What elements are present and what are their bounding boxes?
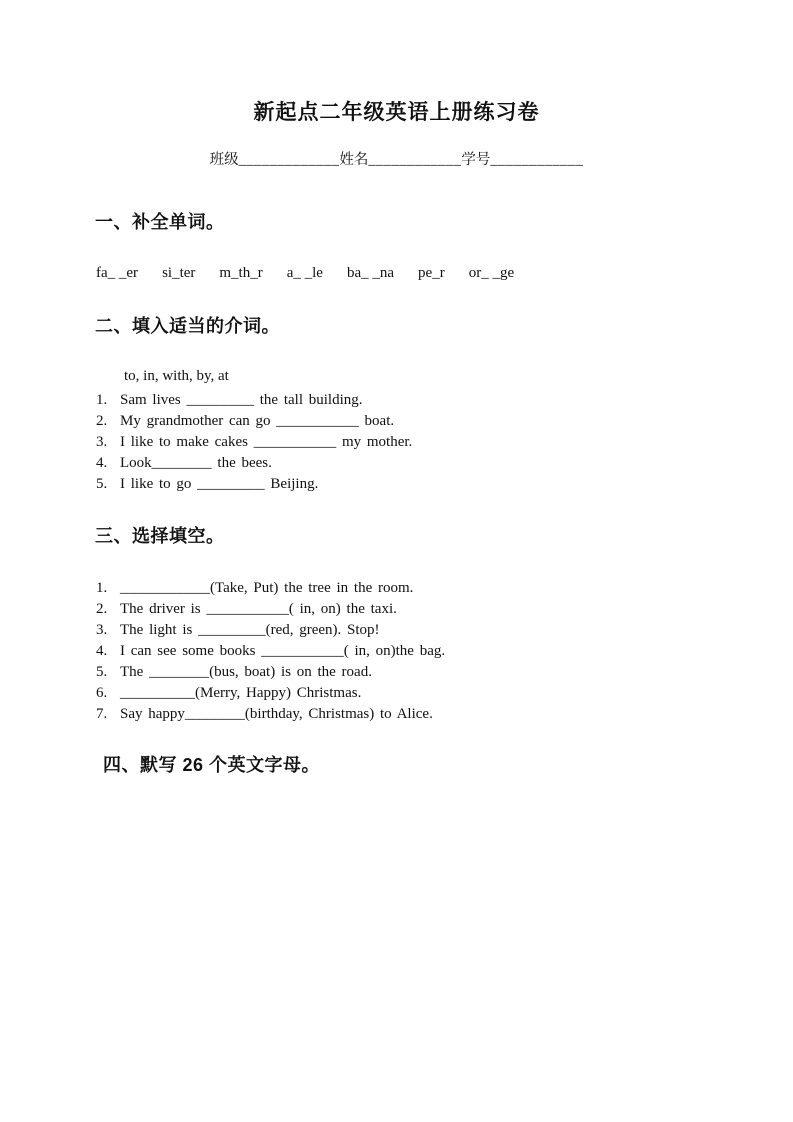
question-text: The driver is ___________( in, on) the taxi. bbox=[120, 601, 397, 617]
question-text: The ________(bus, boat) is on the road. bbox=[120, 664, 372, 680]
class-blank: _____________ bbox=[238, 152, 340, 168]
question-number: 5. bbox=[96, 476, 108, 492]
word-blank-banana: ba_ _na bbox=[346, 265, 395, 281]
word-blank-father: fa_ _er bbox=[96, 265, 139, 281]
question-text: __________(Merry, Happy) Christmas. bbox=[120, 685, 362, 701]
word-blank-mother: m_th_r bbox=[219, 265, 263, 281]
preposition-word-bank: to, in, with, by, at bbox=[124, 368, 229, 384]
question-row bbox=[96, 432, 793, 453]
word-completion-row bbox=[96, 265, 793, 281]
question-text: I like to make cakes ___________ my mother. bbox=[120, 434, 413, 450]
question-number: 3. bbox=[96, 622, 108, 638]
page-title: 新起点二年级英语上册练习卷 bbox=[253, 101, 540, 124]
question-row bbox=[96, 641, 793, 662]
question-text: Look________ the bees. bbox=[120, 455, 272, 471]
section-4-heading: 四、默写 26 个英文字母。 bbox=[103, 755, 321, 775]
question-text: I can see some books ___________( in, on)the bag. bbox=[120, 643, 446, 659]
question-number: 5. bbox=[96, 664, 108, 680]
question-row bbox=[96, 578, 793, 599]
section-1-heading: 一、补全单词。 bbox=[95, 212, 225, 232]
question-number: 1. bbox=[96, 392, 108, 408]
section-3-heading: 三、选择填空。 bbox=[95, 526, 225, 546]
word-blank-sister: si_ter bbox=[162, 265, 196, 281]
section-2-heading: 二、填入适当的介词。 bbox=[95, 316, 280, 336]
question-text: Say happy________(birthday, Christmas) to Alice. bbox=[120, 706, 433, 722]
question-row bbox=[96, 620, 793, 641]
question-text: Sam lives _________ the tall building. bbox=[120, 392, 363, 408]
student-info-line bbox=[0, 152, 793, 169]
question-row bbox=[96, 453, 793, 474]
question-text: My grandmother can go ___________ boat. bbox=[120, 413, 395, 429]
section-3-question-list bbox=[96, 578, 793, 725]
name-blank: ____________ bbox=[368, 152, 462, 168]
class-label: 班级 bbox=[209, 152, 239, 168]
question-number: 3. bbox=[96, 434, 108, 450]
student-id-label: 学号 bbox=[461, 152, 491, 168]
student-id-blank: ____________ bbox=[490, 152, 584, 168]
question-text: The light is _________(red, green). Stop! bbox=[120, 622, 380, 638]
question-row bbox=[96, 599, 793, 620]
question-row bbox=[96, 411, 793, 432]
section-2-question-list bbox=[96, 390, 793, 495]
word-blank-orange: or_ _ge bbox=[468, 265, 515, 281]
question-row bbox=[96, 474, 793, 495]
question-number: 4. bbox=[96, 643, 108, 659]
name-label: 姓名 bbox=[339, 152, 369, 168]
word-blank-pear: pe_r bbox=[418, 265, 445, 281]
question-row bbox=[96, 390, 793, 411]
question-text: ____________(Take, Put) the tree in the room. bbox=[120, 580, 414, 596]
question-row bbox=[96, 662, 793, 683]
word-blank-apple: a_ _le bbox=[286, 265, 323, 281]
question-number: 2. bbox=[96, 601, 108, 617]
question-number: 6. bbox=[96, 685, 108, 701]
question-row bbox=[96, 704, 793, 725]
question-number: 4. bbox=[96, 455, 108, 471]
question-text: I like to go _________ Beijing. bbox=[120, 476, 319, 492]
question-number: 1. bbox=[96, 580, 108, 596]
question-number: 7. bbox=[96, 706, 108, 722]
question-number: 2. bbox=[96, 413, 108, 429]
question-row bbox=[96, 683, 793, 704]
